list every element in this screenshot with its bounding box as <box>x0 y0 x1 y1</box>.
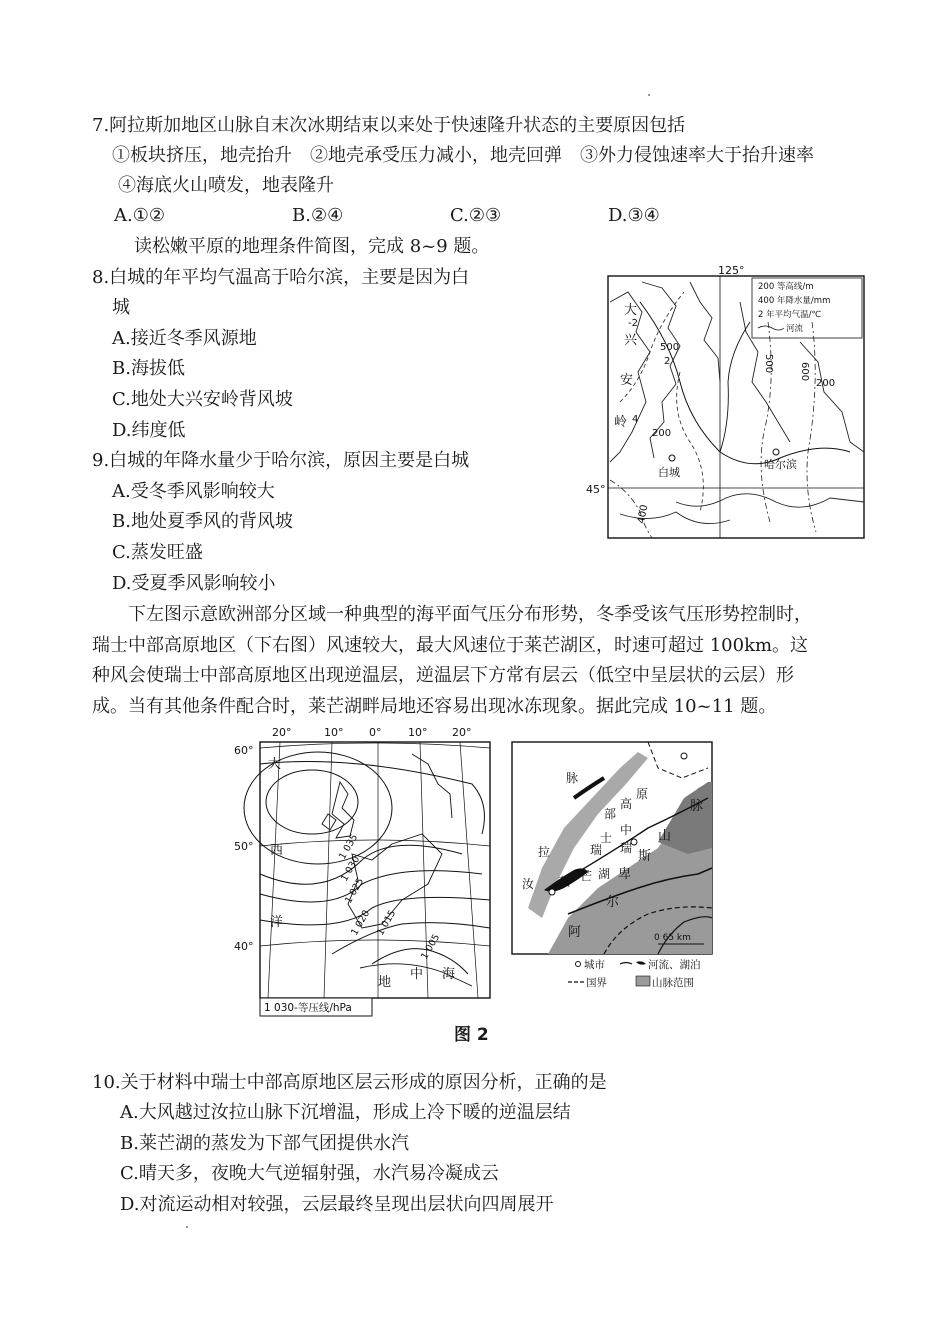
lat-45-label: 45° <box>586 483 606 496</box>
scale-bar-label: 0 65 km <box>654 933 691 943</box>
med-char-2: 中 <box>410 967 424 982</box>
lake-label-hu: 湖 <box>598 867 611 881</box>
swiss-label-rui: 瑞 <box>620 841 633 855</box>
q7-stem: 7.阿拉斯加地区山脉自末次冰期结束以来处于快速隆升状态的主要原因包括 <box>92 115 686 136</box>
legend-border: 国界 <box>586 977 607 988</box>
swiss-label-mai: 脉 <box>566 771 579 785</box>
map1-range-char-1: 大 <box>624 303 638 318</box>
legend-precip: 400 年降水量/mm <box>758 296 831 306</box>
legend-city: 城市 <box>584 959 605 971</box>
q7-option-a[interactable]: A.①② <box>114 205 165 226</box>
map1-label-4: 4 <box>632 414 639 425</box>
swiss-plateau-map <box>508 738 716 988</box>
atlantic-char-3: 洋 <box>270 915 284 930</box>
legend-contour: 200 等高线/m <box>758 282 814 292</box>
intro-8-9: 读松嫩平原的地理条件简图，完成 8~9 题。 <box>134 236 490 257</box>
map1-label-200: 200 <box>652 428 672 439</box>
material-line3: 种风会使瑞士中部高原地区出现逆温层，逆温层下方常有层云（低空中呈层状的云层）形 <box>92 665 794 686</box>
material-line4: 成。当有其他条件配合时，莱芒湖畔局地还容易出现冰冻现象。据此完成 10~11 题。 <box>92 696 777 717</box>
q9-option-d[interactable]: D.受夏季风影响较小 <box>112 573 276 594</box>
legend-mountain: 山脉范围 <box>652 977 694 988</box>
lat-label-40: 40° <box>234 940 254 953</box>
lon-label-0: 0° <box>369 726 382 739</box>
alps-label-mai: 脉 <box>690 799 704 814</box>
q7-option-c[interactable]: C.②③ <box>450 205 502 226</box>
swiss-label-bu: 部 <box>604 807 617 821</box>
legend-river: 河流 <box>786 324 804 334</box>
q8-stem-line2: 城 <box>112 297 130 318</box>
swiss-label-gao: 高 <box>620 797 633 811</box>
material-line1: 下左图示意欧洲部分区域一种典型的海平面气压分布形势，冬季受该气压形势控制时， <box>92 604 812 625</box>
lake-label-lai: 莱 <box>558 875 571 889</box>
legend-river-lake: 河流、湖泊 <box>648 959 701 971</box>
legend-temp: 2 年平均气温/℃ <box>758 310 822 320</box>
scan-dot <box>648 94 650 96</box>
map1-label-2: 2 <box>664 356 671 367</box>
pressure-legend: 1 030-等压线/hPa <box>264 1002 352 1014</box>
map1-range-char-2: 兴 <box>624 333 638 348</box>
swiss-label-rui2: 瑞 <box>590 843 603 857</box>
q10-stem: 10.关于材料中瑞士中部高原地区层云形成的原因分析，正确的是 <box>92 1072 607 1093</box>
q10-option-a[interactable]: A.大风越过汝拉山脉下沉增温，形成上冷下暖的逆温层结 <box>120 1102 571 1123</box>
q7-items-line1: ①板块挤压，地壳抬升 ②地壳承受压力减小，地壳回弹 ③外力侵蚀速率大于抬升速率 <box>112 145 814 166</box>
city-baicheng: 白城 <box>658 466 680 479</box>
jura-label-ru: 汝 <box>522 877 535 891</box>
map1-range-char-3: 安 <box>620 373 634 388</box>
q8-option-d[interactable]: D.纬度低 <box>112 420 186 441</box>
alps-label-er: 尔 <box>606 895 620 910</box>
jura-label-la: 拉 <box>538 845 551 859</box>
atlantic-char-1: 大 <box>268 757 282 772</box>
alps-label-bei: 卑 <box>618 867 632 882</box>
lon-label-20w: 20° <box>272 726 292 739</box>
europe-pressure-map <box>232 724 494 1020</box>
atlantic-char-2: 西 <box>270 843 284 858</box>
city-harbin: 哈尔滨 <box>764 458 797 471</box>
songnen-plain-map <box>580 262 870 542</box>
map1-label-neg2: -2 <box>628 318 638 329</box>
q9-option-a[interactable]: A.受冬季风影响较大 <box>112 481 275 502</box>
lon-label-20e: 20° <box>452 726 472 739</box>
q8-option-b[interactable]: B.海拔低 <box>112 358 185 379</box>
isobar-1005: 1 005 <box>419 932 443 962</box>
lat-label-50: 50° <box>234 840 254 853</box>
map1-range-char-4: 岭 <box>614 415 628 430</box>
map1-label-200b: 200 <box>816 378 836 389</box>
alps-label-shan: 山 <box>658 829 672 844</box>
q7-items-line2: ④海底火山喷发，地表隆升 <box>118 175 334 196</box>
lake-label-mang: 芒 <box>580 869 593 883</box>
q10-option-b[interactable]: B.莱芒湖的蒸发为下部气团提供水汽 <box>120 1133 409 1154</box>
alps-label-si: 斯 <box>638 849 652 864</box>
isobar-1020: 1 020 <box>349 908 373 938</box>
med-char-1: 地 <box>378 975 392 990</box>
med-char-3: 海 <box>442 967 456 982</box>
q9-stem: 9.白城的年降水量少于哈尔滨，原因主要是白城 <box>92 450 470 471</box>
lon-125-label: 125° <box>718 264 745 277</box>
isobar-1025: 1 025 <box>343 876 367 906</box>
q8-option-a[interactable]: A.接近冬季风源地 <box>112 328 257 349</box>
q10-option-c[interactable]: C.晴天多，夜晚大气逆辐射强，水汽易冷凝成云 <box>120 1163 499 1184</box>
map1-label-600: 600 <box>799 362 810 382</box>
alps-label-a: 阿 <box>568 925 582 940</box>
swiss-label-yuan: 原 <box>636 787 649 801</box>
figure-caption: 图 2 <box>454 1025 489 1045</box>
q10-option-d[interactable]: D.对流运动相对较强，云层最终呈现出层状向四周展开 <box>120 1194 554 1215</box>
q7-option-b[interactable]: B.②④ <box>292 205 344 226</box>
q8-option-c[interactable]: C.地处大兴安岭背风坡 <box>112 389 293 410</box>
lon-label-10w: 10° <box>324 726 344 739</box>
isobar-1015: 1 015 <box>375 908 399 938</box>
lon-label-10e: 10° <box>408 726 428 739</box>
map1-label-500: 500 <box>660 342 680 353</box>
map1-label-400: 400 <box>636 503 651 525</box>
isobar-1030: 1 030 <box>339 854 363 884</box>
swiss-label-zhong: 中 <box>620 823 633 837</box>
q7-option-d[interactable]: D.③④ <box>608 205 660 226</box>
material-line2: 瑞士中部高原地区（下右图）风速较大，最大风速位于莱芒湖区，时速可超过 100km。这 <box>92 635 809 656</box>
q9-option-b[interactable]: B.地处夏季风的背风坡 <box>112 511 293 532</box>
q8-stem-line1: 8.白城的年平均气温高于哈尔滨，主要是因为白 <box>92 267 470 288</box>
q9-option-c[interactable]: C.蒸发旺盛 <box>112 542 203 563</box>
lat-label-60: 60° <box>234 744 254 757</box>
scan-dot <box>186 1226 188 1228</box>
isobar-1035: 1 035 <box>337 832 361 862</box>
map1-label-500b: 500 <box>763 354 774 374</box>
swiss-label-shi: 士 <box>600 831 613 845</box>
